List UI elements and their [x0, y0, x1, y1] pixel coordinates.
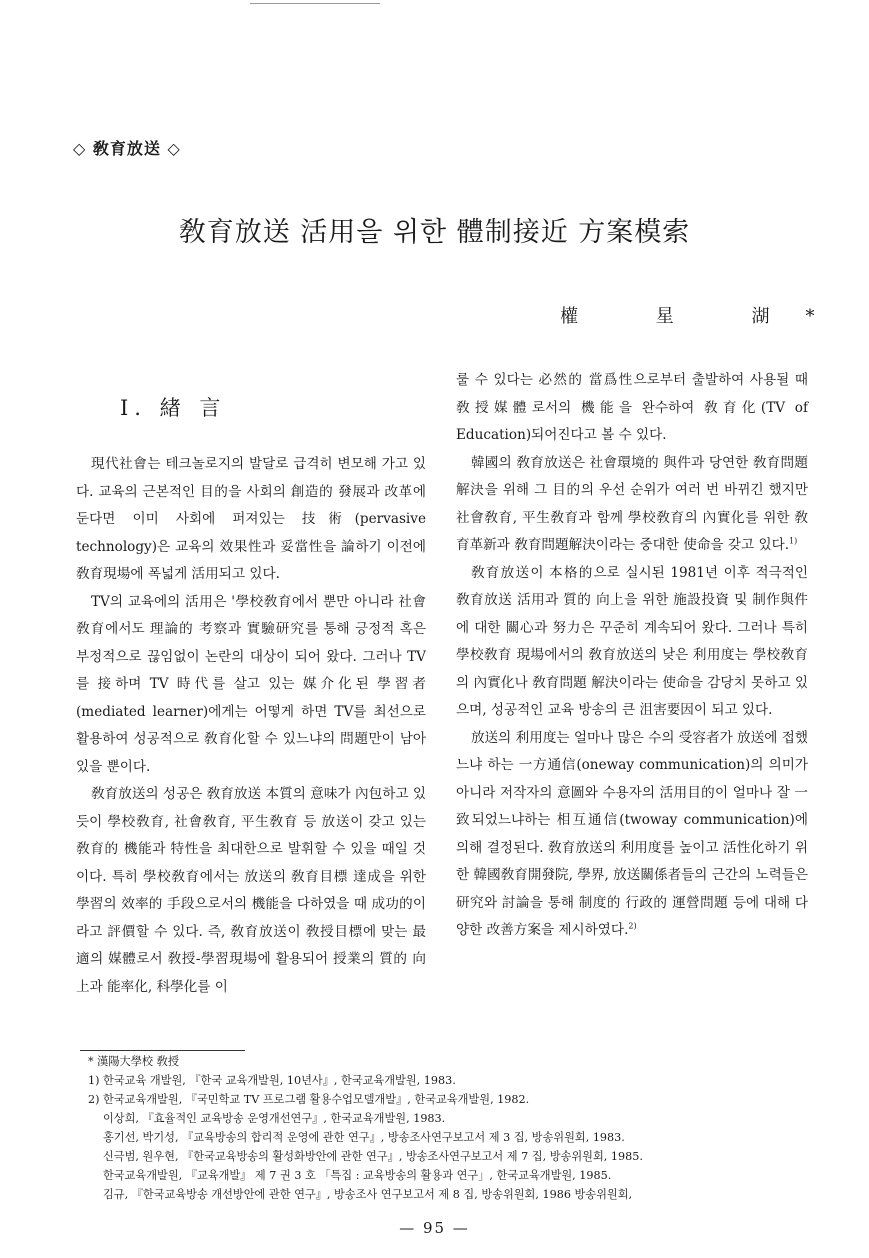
footnote: 1) 한국교육 개발원, 『한국 교육개발원, 10년사』, 한국교육개발원, 1983.: [88, 1074, 456, 1087]
footnote-rule: [80, 1050, 245, 1051]
paragraph: [456, 450, 808, 560]
paragraph: 룰 수 있다는 必然的 當爲性으로부터 출발하여 사용될 때 敎授媒體로서의 機能을 완수하여 敎育化(TV of Education)되어진다고 볼 수 있다.: [456, 372, 808, 443]
footnote: 신극범, 원우현, 『한국교육방송의 활성화방안에 관한 연구』, 방송조사연구보고서 제 7 집, 방송위원회, 1985.: [103, 1150, 643, 1163]
footnotes: [88, 1052, 828, 1204]
paragraph-text: 韓國의 敎育放送은 社會環境的 與件과 당연한 敎育問題 解決을 위해 그 目的의 우선 순위가 여러 번 바뀌긴 했지만 社會敎育, 平生敎育과 함께 學校敎育의 內實化를 위한 敎育革新과 敎育問題解決이라는 중대한 使命을 갖고 있다.: [456, 454, 808, 553]
footnote: 이상희, 『효율적인 교육방송 운영개선연구』, 한국교육개발원, 1983.: [103, 1112, 446, 1125]
page-number: — 95 —: [399, 1219, 470, 1237]
section-tag: ◇ 敎育放送 ◇: [73, 139, 181, 158]
top-rule: [250, 3, 380, 4]
paragraph: 敎育放送의 성공은 敎育放送 本質의 意味가 內包하고 있듯이 學校敎育, 社會敎育, 平生敎育 등 放送이 갖고 있는 敎育的 機能과 特性을 최대한으로 발휘할 수 있을 때일 것이다. 특히 學校敎育에서는 放送의 敎育目標 達成을 위한 學習의 效率的 手段으로서의 機能을 다하였을 때 成功的이라고 評價할 수 있다. 즉, 敎育放送이 敎授目標에 맞는 最適의 媒體로서 敎授-學習現場에 활용되어 授業의 質的 向上과 能率化, 科學化를 이: [76, 786, 426, 995]
footnote: 김규, 『한국교육방송 개선방안에 관한 연구』, 방송조사 연구보고서 제 8 집, 방송위원회, 1986 방송위원회,: [103, 1188, 633, 1201]
author-name: 權 星 湖*: [560, 306, 851, 327]
footnote: 홍기선, 박기성, 『교육방송의 합리적 운영에 관한 연구』, 방송조사연구보고서 제 3 집, 방송위원회, 1983.: [103, 1131, 625, 1144]
paragraph: 現代社會는 테크놀로지의 발달로 급격히 변모해 가고 있다. 교육의 근본적인 目的을 사회의 創造的 發展과 改革에 둔다면 이미 사회에 퍼져있는 技術(pervasive technology)은 교육의 效果性과 妥當性을 論하기 이전에 敎育現場에 폭넓게 活用되고 있다.: [76, 456, 426, 582]
footnote: * 漢陽大學校 敎授: [88, 1055, 180, 1068]
footnote-ref: 2): [628, 921, 637, 931]
right-column: [456, 367, 808, 945]
paragraph: 敎育放送이 本格的으로 실시된 1981년 이후 적극적인 敎育放送 活用과 質的 向上을 위한 施設投資 및 制作與件에 대한 關心과 努力은 꾸준히 계속되어 왔다. 그러나 특히 學校敎育 現場에서의 敎育放送의 낮은 利用度는 學校敎育의 內實化나 敎育問題 解決이라는 使命을 감당치 못하고 있으며, 성공적인 교육 방송의 큰 沮害要因이 되고 있다.: [456, 564, 808, 718]
paragraph: TV의 교육에의 活用은 '學校敎育에서 뿐만 아니라 社會敎育에서도 理論的 考察과 實驗研究를 통해 긍정적 혹은 부정적으로 끊임없이 논란의 대상이 되어 왔다. 그러나 TV를 接하며 TV 時代를 살고 있는 媒介化된 學習者(mediated learner)에게는 어떻게 하면 TV를 최선으로 활용하여 성공적으로 敎育化할 수 있느냐의 問題만이 남아 있을 뿐이다.: [76, 593, 426, 775]
footnote-ref: 1): [789, 536, 798, 546]
footnote: 2) 한국교육개발원, 『국민학교 TV 프로그램 활용수업모델개발』, 한국교육개발원, 1982.: [88, 1093, 530, 1106]
section-heading: Ⅰ. 緖 言: [120, 396, 227, 420]
left-column: [76, 451, 426, 1001]
footnote: 한국교육개발원, 『교육개발』 제 7 권 3 호 「특집 : 교육방송의 활용과 연구」, 한국교육개발원, 1985.: [103, 1169, 612, 1182]
paragraph: [456, 725, 808, 945]
paragraph-text: 放送의 利用度는 얼마나 많은 수의 受容者가 放送에 접했느냐 하는 一方通信(oneway communication)의 의미가 아니라 저작자의 意圖와 수용자의 活用目的이 얼마나 잘 一致되었느냐하는 相互通信(twoway communication)에 의해 결정된다. 敎育放送의 利用度를 높이고 活性化하기 위한 韓國敎育開發院, 學界, 放送關係者들의 근간의 노력들은 研究와 討論을 통해 制度的 行政的 運營問題 등에 대해 다양한 改善方案을 제시하였다.: [456, 729, 808, 938]
article-title: 敎育放送 活用을 위한 體制接近 方案模索: [178, 217, 691, 248]
